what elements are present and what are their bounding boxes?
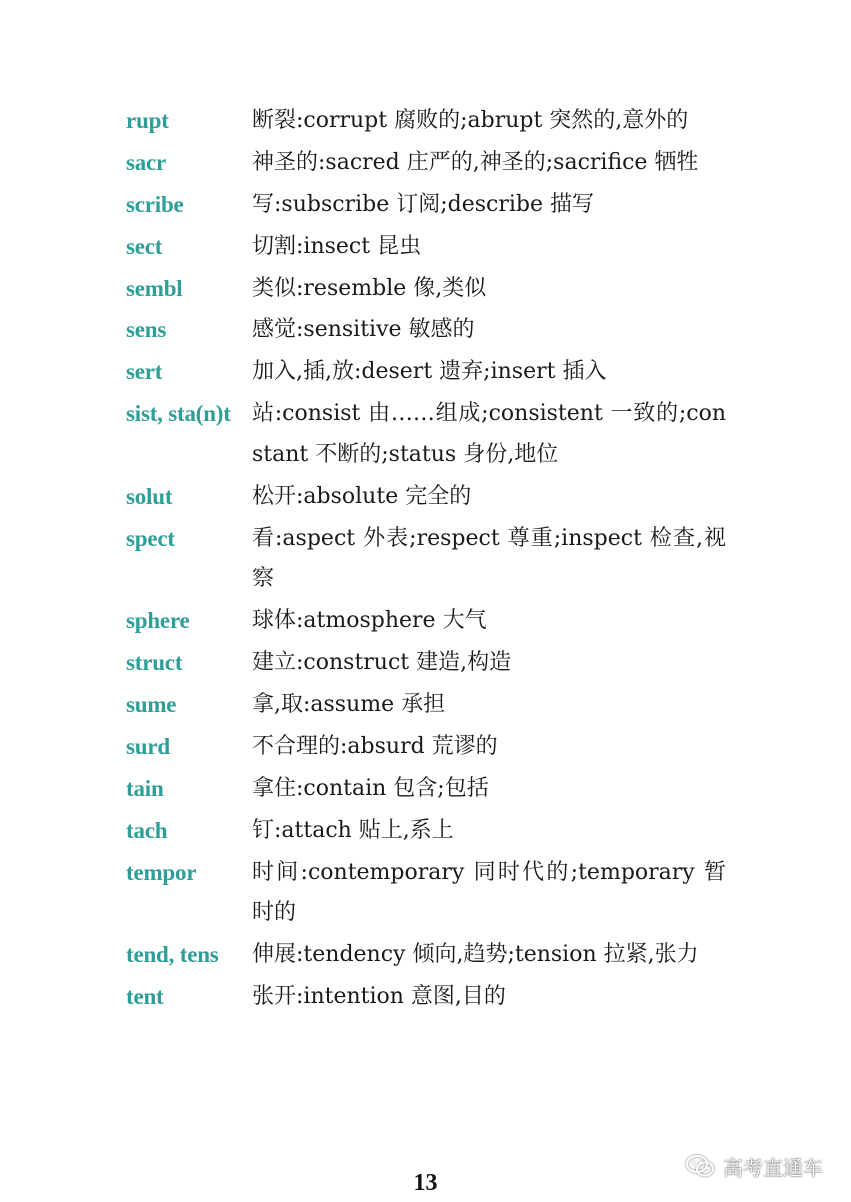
entry-sume xyxy=(126,685,726,726)
entry-tempor xyxy=(126,853,726,934)
root-definition: 球体:atmosphere 大气 xyxy=(252,608,487,634)
word-root-list xyxy=(126,101,726,1019)
entry-struct xyxy=(126,643,726,684)
word-root: sert xyxy=(126,359,163,385)
entry-tach xyxy=(126,811,726,852)
entry-scribe xyxy=(126,185,726,226)
root-definition: 拿,取:assume 承担 xyxy=(252,692,446,718)
entry-tain xyxy=(126,769,726,810)
entry-sacr xyxy=(126,143,726,184)
word-root: rupt xyxy=(126,108,169,133)
word-root: sect xyxy=(126,233,163,259)
word-root: sacr xyxy=(126,149,167,175)
entry-tent xyxy=(126,977,726,1018)
root-definition: 加入,插,放:desert 遗弃;insert 插入 xyxy=(252,359,607,385)
entry-spect xyxy=(126,519,726,600)
entry-sembl xyxy=(126,269,726,310)
word-root: scribe xyxy=(126,191,184,217)
entry-solut xyxy=(126,477,726,518)
word-root: tain xyxy=(126,775,164,801)
root-definition: 切割:insect 昆虫 xyxy=(252,233,422,259)
root-definition: 拿住:contain 包含;包括 xyxy=(252,775,489,801)
root-definition: 钉:attach 贴上,系上 xyxy=(252,817,454,843)
watermark xyxy=(685,1151,823,1181)
word-root: solut xyxy=(126,483,173,509)
word-root: sume xyxy=(126,692,177,718)
wechat-icon xyxy=(685,1154,715,1178)
root-definition: 站:consist 由……组成;consistent 一致的;constant 不断的;status 身份,地位 xyxy=(252,401,726,467)
root-definition: 写:subscribe 订阅;describe 描写 xyxy=(252,191,594,217)
word-root: surd xyxy=(126,733,170,759)
root-definition: 看:aspect 外表;respect 尊重;inspect 检查,视察 xyxy=(252,525,726,592)
root-definition: 松开:absolute 完全的 xyxy=(252,483,472,509)
root-definition: 建立:construct 建造,构造 xyxy=(252,650,512,676)
entry-sphere xyxy=(126,601,726,642)
root-definition: 张开:intention 意图,目的 xyxy=(252,984,506,1010)
entry-rupt xyxy=(126,101,726,142)
root-definition: 类似:resemble 像,类似 xyxy=(252,275,487,301)
root-definition: 感觉:sensitive 敏感的 xyxy=(252,317,475,343)
root-definition: 断裂:corrupt 腐败的;abrupt 突然的,意外的 xyxy=(252,108,689,133)
entry-sist xyxy=(126,394,726,475)
root-definition: 时间:contemporary 同时代的;temporary 暂时的 xyxy=(252,859,726,926)
word-root: struct xyxy=(126,650,183,676)
entry-sect xyxy=(126,227,726,268)
root-definition: 不合理的:absurd 荒谬的 xyxy=(252,733,498,759)
entry-sens xyxy=(126,310,726,351)
word-root: tempor xyxy=(126,859,197,885)
page-number: 13 xyxy=(413,1170,438,1196)
word-root: tent xyxy=(126,984,164,1010)
entry-sert xyxy=(126,352,726,393)
root-definition: 伸展:tendency 倾向,趋势;tension 拉紧,张力 xyxy=(252,942,699,968)
root-definition: 神圣的:sacred 庄严的,神圣的;sacrifice 牺牲 xyxy=(252,149,699,175)
word-root: sembl xyxy=(126,275,183,301)
word-root: tach xyxy=(126,817,168,843)
word-root: sens xyxy=(126,317,167,343)
watermark-text: 高考直通车 xyxy=(723,1155,823,1180)
word-root: spect xyxy=(126,525,175,551)
word-root: tend, tens xyxy=(126,942,219,968)
entry-tend-tens xyxy=(126,935,726,976)
word-root: sphere xyxy=(126,608,190,634)
word-root: sist, sta(n)t xyxy=(126,401,231,427)
entry-surd xyxy=(126,727,726,768)
